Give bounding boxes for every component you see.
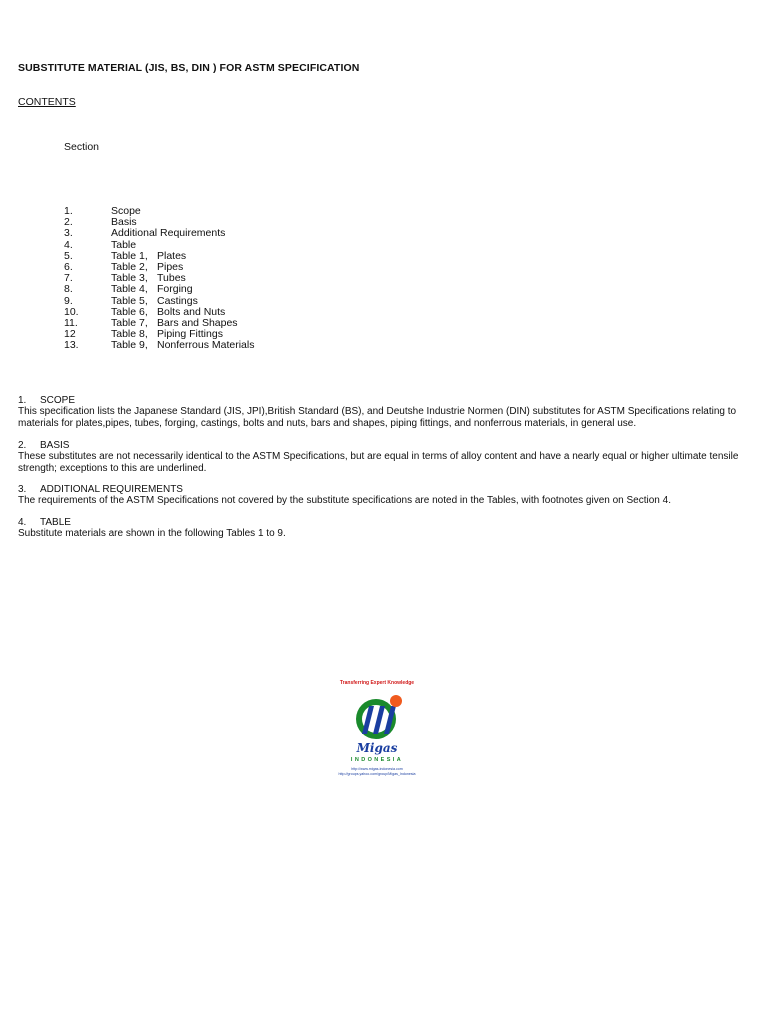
toc-subtitle: Tubes	[157, 272, 186, 285]
toc-title: Table 3,	[111, 272, 148, 285]
toc-number: 13.	[64, 339, 79, 352]
section-number: 2.	[18, 440, 27, 451]
toc-number: 12	[64, 328, 76, 341]
toc-subtitle: Castings	[157, 294, 198, 307]
section-body: The requirements of the ASTM Specifications not covered by the substitute specifications are noted in the Tables, with footnotes given on Section 4.	[18, 495, 671, 507]
logo-country: INDONESIA	[350, 757, 404, 763]
toc-title: Table 2,	[111, 260, 148, 273]
toc-number: 3.	[64, 227, 73, 240]
toc-number: 4.	[64, 238, 73, 251]
logo-url-2: http://groups.yahoo.com/group/Migas_Indonesia	[338, 772, 416, 776]
section-title: TABLE	[40, 517, 71, 528]
toc-number: 1.	[64, 205, 73, 217]
toc-title: Table 6,	[111, 305, 148, 318]
toc-subtitle: Plates	[157, 249, 187, 262]
toc-number: 8.	[64, 283, 73, 296]
section-additional-requirements	[18, 484, 758, 507]
toc-title: Additional Requirements	[111, 227, 226, 240]
section-heading	[18, 484, 758, 495]
section-title: SCOPE	[40, 395, 76, 406]
toc-number: 9.	[64, 294, 73, 307]
section-number: 1.	[18, 395, 27, 406]
migas-indonesia-logo	[334, 680, 420, 782]
section-body: This specification lists the Japanese Standard (JIS, JPI),British Standard (BS), and Deutshe Industrie Normen (DIN) substitutes for ASTM Specifications relating to materials for plates,pipes, tubes, forging, castings, bolts and nuts, bars and shapes, piping fittings, and nonferrous materials, in general use.	[18, 406, 737, 429]
toc-number: 11.	[64, 316, 78, 329]
migas-logo-icon	[348, 692, 408, 742]
toc-title: Table 5,	[111, 294, 148, 307]
toc-number: 6.	[64, 260, 73, 273]
section-heading	[18, 440, 758, 451]
toc-number: 10.	[64, 305, 79, 318]
contents-heading: CONTENTS	[18, 96, 76, 108]
toc-subtitle: Pipes	[157, 260, 184, 273]
toc-number: 7.	[64, 272, 73, 285]
toc-title: Table 1,	[111, 249, 148, 262]
section-heading	[18, 395, 758, 406]
toc-subtitle: Piping Fittings	[157, 328, 223, 341]
toc-title: Table 4,	[111, 283, 148, 296]
toc-title: Table 9,	[111, 339, 148, 352]
toc-title: Table 8,	[111, 328, 148, 341]
toc-number: 2.	[64, 216, 73, 229]
section-title: BASIS	[40, 440, 70, 451]
toc-title: Table 7,	[111, 316, 148, 329]
toc-title: Table	[111, 238, 137, 251]
section-body: Substitute materials are shown in the following Tables 1 to 9.	[18, 528, 286, 540]
toc-subtitle: Forging	[157, 283, 193, 296]
section-heading	[18, 517, 758, 528]
logo-tagline: Transferring Expert Knowledge	[339, 680, 415, 686]
toc-number: 5.	[64, 249, 73, 262]
toc-title: Scope	[111, 205, 141, 217]
section-body: These substitutes are not necessarily identical to the ASTM Specifications, but are equal in terms of alloy content and have a nearly equal or higher ultimate tensile strength; exceptions to this are underlined.	[18, 451, 739, 474]
toc-subtitle: Bars and Shapes	[157, 316, 238, 329]
section-label: Section	[64, 141, 100, 153]
logo-brand: Migas	[356, 741, 398, 755]
section-table	[18, 517, 758, 540]
toc-title: Basis	[111, 216, 137, 229]
section-number: 3.	[18, 484, 27, 495]
section-basis	[18, 440, 758, 474]
section-scope	[18, 395, 758, 429]
section-title: ADDITIONAL REQUIREMENTS	[40, 484, 183, 495]
toc-subtitle: Bolts and Nuts	[157, 305, 226, 318]
toc-subtitle: Nonferrous Materials	[157, 339, 255, 352]
section-number: 4.	[18, 517, 27, 528]
document-title: SUBSTITUTE MATERIAL (JIS, BS, DIN ) FOR ASTM SPECIFICATION	[18, 62, 360, 74]
logo-url-1: http://www.migas-indonesia.com	[351, 767, 403, 771]
